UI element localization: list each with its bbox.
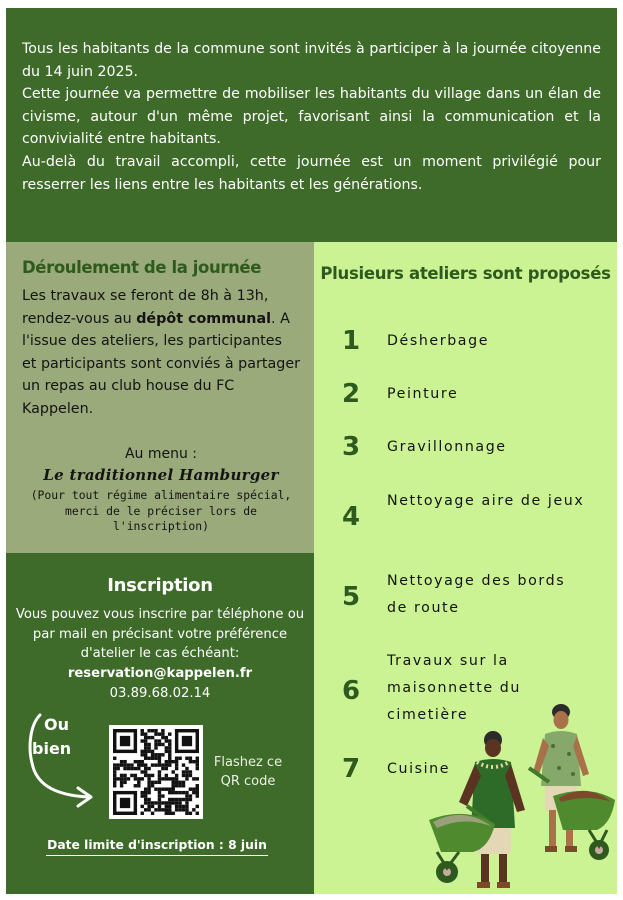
registration-deadline: Date limite d'inscription : 8 juin (46, 838, 268, 856)
schedule-section (6, 242, 314, 553)
workshop-number: 4 (342, 502, 361, 532)
gardeners-wheelbarrow-illustration (429, 702, 617, 894)
menu-note: (Pour tout régime alimentaire spécial, merci de le préciser lors de l'inscription) (30, 488, 292, 533)
workshop-number: 2 (342, 379, 361, 409)
menu-dish: Le traditionnel Hamburger (43, 466, 279, 484)
workshops-section (314, 242, 617, 894)
curved-arrow-icon (28, 711, 108, 811)
intro-paragraph-3: Au-delà du travail accompli, cette journée est un moment privilégié pour resserrer les liens entre les habitants et les générations. (22, 153, 601, 193)
menu-label: Au menu : (124, 446, 198, 462)
workshop-number: 1 (342, 326, 361, 356)
registration-section (6, 553, 314, 894)
workshop-number: 5 (342, 582, 361, 612)
schedule-text-start: Les travaux se feront de 8h à 13h, rendez-vous au (22, 288, 269, 327)
qr-code[interactable] (109, 725, 203, 819)
or-text-line1: Ou (44, 715, 69, 734)
schedule-text-bold: dépôt communal (136, 310, 271, 327)
workshop-number: 3 (342, 432, 361, 462)
intro-paragraph-2: Cette journée va permettre de mobiliser les habitants du village dans un élan de civisme, autour d'un même projet, favorisant ainsi la communication et la convivialité entre habitants. (22, 86, 601, 148)
workshop-label: Cuisine (387, 761, 451, 777)
workshop-label: Nettoyage aire de jeux (387, 493, 585, 509)
workshop-label: Nettoyage des bords de route (387, 573, 566, 616)
qr-caption: Flashez ce QR code (213, 755, 283, 789)
workshop-label: Travaux sur la maisonnette du cimetière (387, 653, 522, 723)
workshop-label: Peinture (387, 386, 459, 402)
flyer (6, 8, 617, 894)
or-text-line2: bien (32, 739, 72, 758)
workshop-number: 6 (342, 676, 361, 706)
workshops-title: Plusieurs ateliers sont proposés (320, 264, 611, 283)
registration-title: Inscription (107, 575, 213, 596)
workshop-number: 7 (342, 754, 361, 784)
workshop-label: Gravillonnage (387, 439, 507, 455)
qr-code-icon (113, 729, 199, 815)
or-callout (28, 711, 108, 811)
schedule-text (22, 285, 300, 420)
workshop-label: Désherbage (387, 333, 490, 349)
schedule-text-end: . A l'issue des ateliers, les participantes et participants sont conviés à partager un repas au club house du FC Kappelen. (22, 310, 301, 417)
intro-section (6, 8, 617, 242)
schedule-title: Déroulement de la journée (22, 258, 261, 277)
registration-email[interactable]: reservation@kappelen.fr (67, 666, 253, 681)
intro-paragraph-1: Tous les habitants de la commune sont invités à participer à la journée citoyenne du 14 juin 2025. (22, 41, 601, 80)
registration-phone[interactable]: 03.89.68.02.14 (109, 686, 211, 701)
registration-text: Vous pouvez vous inscrire par téléphone ou par mail en précisant votre préférence d'atelier le cas échéant: (15, 607, 305, 661)
menu-block (22, 444, 300, 535)
